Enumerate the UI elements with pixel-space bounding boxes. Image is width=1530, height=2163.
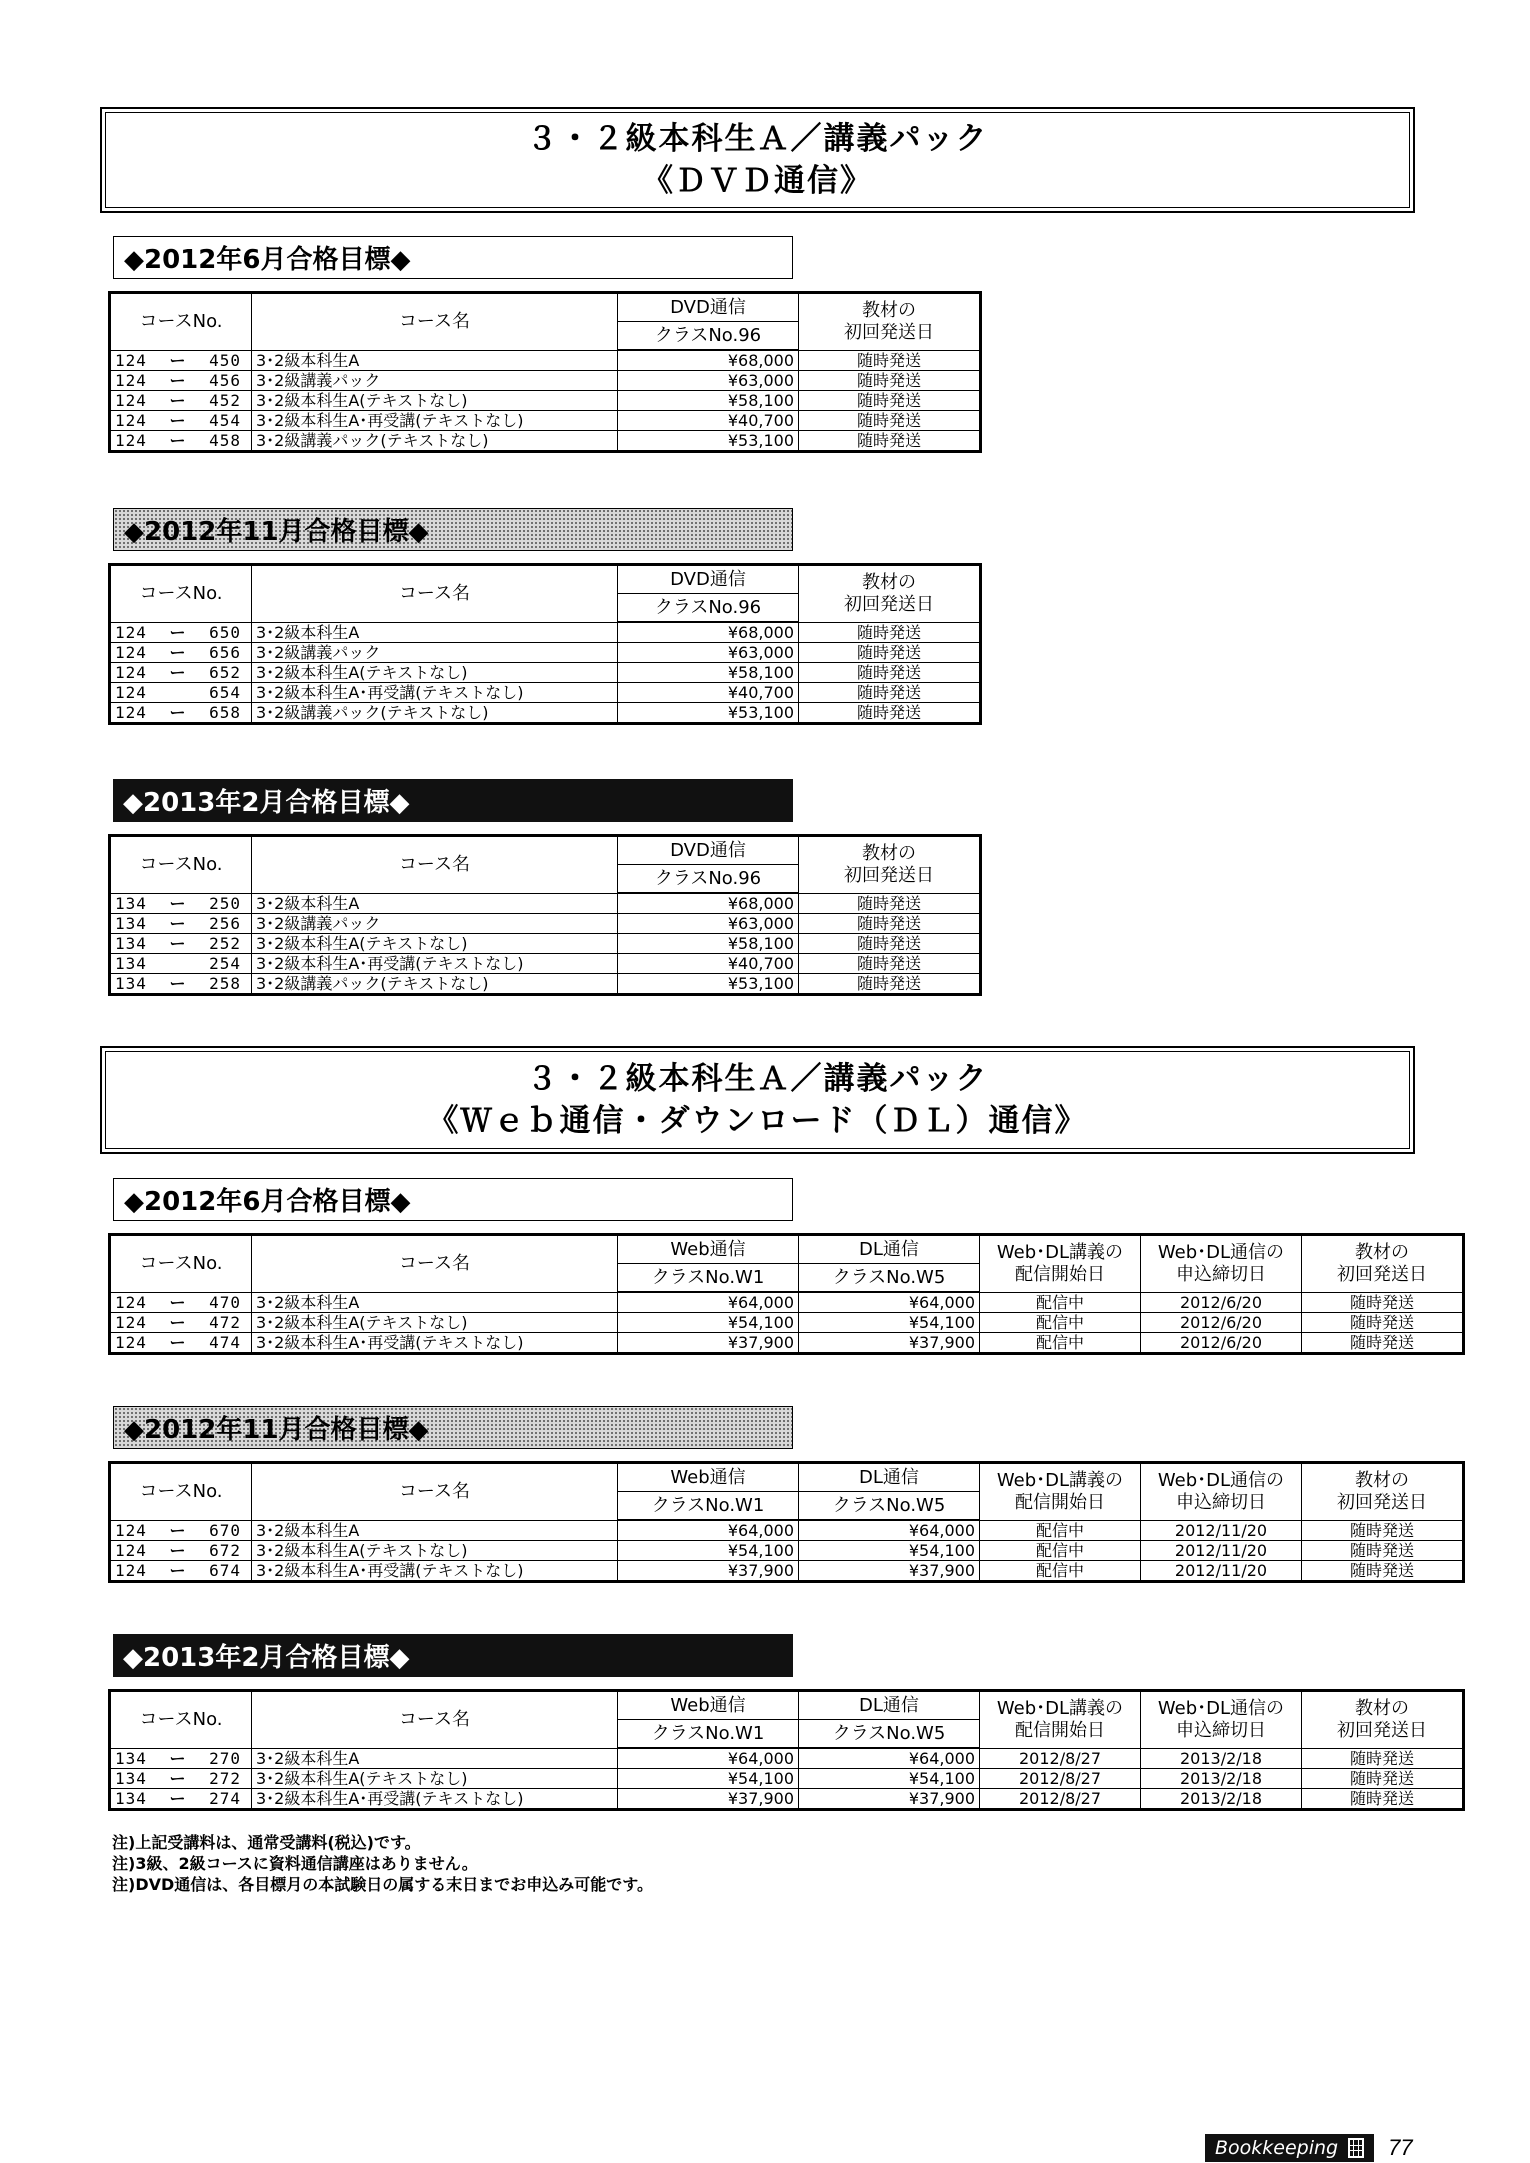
- course-no-cell: [110, 954, 252, 974]
- dvd-price-cell: ¥53,100: [618, 703, 799, 724]
- course-no-cell: [110, 663, 252, 683]
- course-no-suffix: 252: [209, 934, 241, 953]
- dl-price-cell: ¥37,900: [799, 1333, 980, 1354]
- course-no-suffix: 254: [209, 954, 241, 973]
- course-no-cell: [110, 1313, 252, 1333]
- table-row: [110, 391, 981, 411]
- deadline-cell: 2012/11/20: [1141, 1541, 1302, 1561]
- header-dl: DL通信: [799, 1235, 980, 1264]
- course-no-prefix: 124: [115, 683, 147, 702]
- course-name-cell: 3･2級本科生A: [252, 1520, 618, 1541]
- course-no-suffix: 658: [209, 703, 241, 722]
- course-name-cell: 3･2級本科生A: [252, 622, 618, 643]
- course-no-cell: [110, 934, 252, 954]
- course-no-prefix: 124: [115, 1313, 147, 1332]
- web-price-table: [108, 1233, 1465, 1355]
- dvd-title-line2: 《ＤＶＤ通信》: [642, 163, 873, 199]
- ship-date-cell: 随時発送: [799, 914, 981, 934]
- course-no-prefix: 124: [115, 1292, 147, 1312]
- course-no-prefix: 124: [115, 1520, 147, 1540]
- header-course-name: コース名: [252, 565, 618, 623]
- header-class-no: クラスNo.96: [618, 322, 799, 351]
- header-start: Web･DL講義の 配信開始日: [980, 1691, 1141, 1749]
- course-no-dash: ー: [169, 411, 187, 430]
- header-deadline: Web･DL通信の 申込締切日: [1141, 1463, 1302, 1521]
- course-no-dash: ー: [169, 1748, 187, 1768]
- course-no-dash: ー: [169, 893, 187, 913]
- web-price-cell: ¥64,000: [618, 1748, 799, 1769]
- web-price-cell: ¥64,000: [618, 1292, 799, 1313]
- brand-label: Bookkeeping: [1215, 2137, 1339, 2159]
- course-no-suffix: 454: [209, 411, 241, 430]
- dl-price-cell: ¥64,000: [799, 1520, 980, 1541]
- course-no-dash: ー: [169, 663, 187, 682]
- section-label: ◆2012年6月合格目標◆: [113, 1178, 793, 1221]
- header-ship: 教材の 初回発送日: [1302, 1463, 1464, 1521]
- course-name-cell: 3･2級本科生A: [252, 893, 618, 914]
- ship-date-cell: 随時発送: [799, 391, 981, 411]
- section-label: ◆2012年11月合格目標◆: [113, 1406, 793, 1449]
- dvd-price-cell: ¥58,100: [618, 663, 799, 683]
- course-name-cell: 3･2級本科生A: [252, 1292, 618, 1313]
- header-course-no: コースNo.: [110, 1463, 252, 1521]
- ship-date-cell: 随時発送: [1302, 1541, 1464, 1561]
- table-row: [110, 1561, 1464, 1582]
- course-no-prefix: 134: [115, 1769, 147, 1788]
- course-no-cell: [110, 914, 252, 934]
- ship-date-cell: 随時発送: [799, 974, 981, 995]
- course-no-prefix: 124: [115, 703, 147, 722]
- course-name-cell: 3･2級本科生A･再受講(テキストなし): [252, 683, 618, 703]
- table-header-row: [110, 1235, 1464, 1264]
- header-ship: 教材の 初回発送日: [799, 293, 981, 351]
- deadline-cell: 2012/11/20: [1141, 1520, 1302, 1541]
- ship-date-cell: 随時発送: [799, 893, 981, 914]
- header-course-no: コースNo.: [110, 836, 252, 894]
- dvd-price-cell: ¥68,000: [618, 622, 799, 643]
- table-row: [110, 683, 981, 703]
- ship-date-cell: 随時発送: [799, 411, 981, 431]
- table-header-row: [110, 565, 981, 594]
- course-name-cell: 3･2級講義パック: [252, 914, 618, 934]
- section-label: ◆2013年2月合格目標◆: [113, 1634, 793, 1677]
- course-no-cell: [110, 431, 252, 452]
- table-row: [110, 1789, 1464, 1810]
- header-course-name: コース名: [252, 1463, 618, 1521]
- course-no-prefix: 134: [115, 934, 147, 953]
- start-date-cell: 配信中: [980, 1313, 1141, 1333]
- course-no-cell: [110, 1520, 252, 1541]
- course-no-prefix: 124: [115, 1561, 147, 1580]
- course-name-cell: 3･2級本科生A(テキストなし): [252, 1541, 618, 1561]
- deadline-cell: 2013/2/18: [1141, 1769, 1302, 1789]
- header-ship: 教材の 初回発送日: [799, 565, 981, 623]
- header-dl-class: クラスNo.W5: [799, 1720, 980, 1749]
- start-date-cell: 配信中: [980, 1541, 1141, 1561]
- web-price-cell: ¥37,900: [618, 1561, 799, 1582]
- course-no-dash: ー: [169, 1292, 187, 1312]
- section-label: ◆2012年6月合格目標◆: [113, 236, 793, 279]
- dvd-price-cell: ¥63,000: [618, 643, 799, 663]
- header-course-name: コース名: [252, 836, 618, 894]
- course-no-prefix: 134: [115, 893, 147, 913]
- course-name-cell: 3･2級本科生A(テキストなし): [252, 1313, 618, 1333]
- dvd-price-cell: ¥68,000: [618, 893, 799, 914]
- dvd-title-line1: ３・２級本科生Ａ／講義パック: [526, 121, 989, 157]
- course-no-prefix: 134: [115, 1748, 147, 1768]
- course-no-suffix: 256: [209, 914, 241, 933]
- dl-price-cell: ¥54,100: [799, 1313, 980, 1333]
- course-no-dash: ー: [169, 431, 187, 450]
- course-name-cell: 3･2級講義パック(テキストなし): [252, 703, 618, 724]
- course-no-cell: [110, 643, 252, 663]
- header-web-class: クラスNo.W1: [618, 1492, 799, 1521]
- course-name-cell: 3･2級本科生A･再受講(テキストなし): [252, 1333, 618, 1354]
- course-name-cell: 3･2級本科生A･再受講(テキストなし): [252, 1561, 618, 1582]
- course-no-suffix: 270: [209, 1748, 241, 1768]
- course-no-dash: ー: [169, 391, 187, 410]
- header-deadline: Web･DL通信の 申込締切日: [1141, 1691, 1302, 1749]
- web-price-cell: ¥64,000: [618, 1520, 799, 1541]
- course-name-cell: 3･2級本科生A(テキストなし): [252, 934, 618, 954]
- course-no-cell: [110, 683, 252, 703]
- dl-price-cell: ¥54,100: [799, 1541, 980, 1561]
- deadline-cell: 2013/2/18: [1141, 1789, 1302, 1810]
- course-no-cell: [110, 622, 252, 643]
- dvd-title-box: [100, 107, 1415, 213]
- course-no-suffix: 472: [209, 1313, 241, 1332]
- ship-date-cell: 随時発送: [799, 934, 981, 954]
- ship-date-cell: 随時発送: [1302, 1313, 1464, 1333]
- deadline-cell: 2012/11/20: [1141, 1561, 1302, 1582]
- ship-date-cell: 随時発送: [1302, 1748, 1464, 1769]
- note-line: 注)上記受講料は、通常受講料(税込)です。: [112, 1833, 421, 1852]
- header-web: Web通信: [618, 1463, 799, 1492]
- calculator-icon: [1348, 2138, 1364, 2158]
- course-no-dash: ー: [169, 622, 187, 642]
- course-no-prefix: 134: [115, 974, 147, 993]
- course-no-prefix: 124: [115, 1333, 147, 1352]
- course-no-prefix: 124: [115, 1541, 147, 1560]
- course-no-suffix: 656: [209, 643, 241, 662]
- web-price-cell: ¥37,900: [618, 1333, 799, 1354]
- ship-date-cell: 随時発送: [799, 703, 981, 724]
- table-header-row: [110, 836, 981, 865]
- table-row: [110, 622, 981, 643]
- note-line: 注)3級、2級コースに資料通信講座はありません。: [112, 1854, 478, 1873]
- course-name-cell: 3･2級講義パック: [252, 643, 618, 663]
- course-no-dash: ー: [169, 1769, 187, 1788]
- table-header-row: [110, 1691, 1464, 1720]
- start-date-cell: 配信中: [980, 1561, 1141, 1582]
- header-web-class: クラスNo.W1: [618, 1720, 799, 1749]
- course-no-suffix: 474: [209, 1333, 241, 1352]
- table-header-row: [110, 293, 981, 322]
- web-price-table: [108, 1461, 1465, 1583]
- course-no-suffix: 650: [209, 622, 241, 642]
- table-row: [110, 954, 981, 974]
- course-no-suffix: 452: [209, 391, 241, 410]
- table-row: [110, 893, 981, 914]
- course-no-suffix: 670: [209, 1520, 241, 1540]
- table-row: [110, 934, 981, 954]
- start-date-cell: 配信中: [980, 1333, 1141, 1354]
- course-no-cell: [110, 1748, 252, 1769]
- course-name-cell: 3･2級本科生A: [252, 1748, 618, 1769]
- course-no-prefix: 124: [115, 411, 147, 430]
- header-course-name: コース名: [252, 293, 618, 351]
- course-name-cell: 3･2級本科生A: [252, 350, 618, 371]
- course-no-prefix: 124: [115, 431, 147, 450]
- course-no-prefix: 124: [115, 663, 147, 682]
- header-dvd: DVD通信: [618, 836, 799, 865]
- header-course-name: コース名: [252, 1691, 618, 1749]
- course-name-cell: 3･2級本科生A･再受講(テキストなし): [252, 954, 618, 974]
- header-course-name: コース名: [252, 1235, 618, 1293]
- dl-price-cell: ¥64,000: [799, 1748, 980, 1769]
- ship-date-cell: 随時発送: [799, 663, 981, 683]
- course-no-prefix: 134: [115, 1789, 147, 1808]
- course-no-suffix: 272: [209, 1769, 241, 1788]
- course-no-prefix: 124: [115, 622, 147, 642]
- dl-price-cell: ¥64,000: [799, 1292, 980, 1313]
- course-no-prefix: 124: [115, 350, 147, 370]
- start-date-cell: 2012/8/27: [980, 1748, 1141, 1769]
- table-row: [110, 411, 981, 431]
- dl-price-cell: ¥54,100: [799, 1769, 980, 1789]
- header-dl: DL通信: [799, 1463, 980, 1492]
- dvd-price-cell: ¥40,700: [618, 411, 799, 431]
- start-date-cell: 配信中: [980, 1292, 1141, 1313]
- start-date-cell: 2012/8/27: [980, 1769, 1141, 1789]
- course-no-suffix: 470: [209, 1292, 241, 1312]
- page-footer: [1205, 2133, 1413, 2163]
- header-course-no: コースNo.: [110, 1691, 252, 1749]
- course-no-suffix: 258: [209, 974, 241, 993]
- ship-date-cell: 随時発送: [1302, 1769, 1464, 1789]
- page-number: 77: [1388, 2135, 1413, 2160]
- course-no-dash: ー: [169, 643, 187, 662]
- course-no-prefix: 134: [115, 954, 147, 973]
- course-name-cell: 3･2級本科生A(テキストなし): [252, 1769, 618, 1789]
- header-ship: 教材の 初回発送日: [1302, 1235, 1464, 1293]
- deadline-cell: 2012/6/20: [1141, 1333, 1302, 1354]
- course-name-cell: 3･2級本科生A･再受講(テキストなし): [252, 1789, 618, 1810]
- course-no-suffix: 250: [209, 893, 241, 913]
- dvd-price-cell: ¥63,000: [618, 914, 799, 934]
- ship-date-cell: 随時発送: [799, 683, 981, 703]
- start-date-cell: 配信中: [980, 1520, 1141, 1541]
- deadline-cell: 2013/2/18: [1141, 1748, 1302, 1769]
- web-title-line1: ３・２級本科生Ａ／講義パック: [526, 1061, 989, 1097]
- table-row: [110, 663, 981, 683]
- table-row: [110, 431, 981, 452]
- dvd-price-cell: ¥53,100: [618, 431, 799, 452]
- web-price-cell: ¥54,100: [618, 1541, 799, 1561]
- course-no-suffix: 672: [209, 1541, 241, 1560]
- web-price-cell: ¥54,100: [618, 1313, 799, 1333]
- course-no-dash: ー: [169, 1313, 187, 1332]
- web-title-box: [100, 1046, 1415, 1154]
- dvd-price-table: [108, 291, 982, 453]
- course-no-cell: [110, 350, 252, 371]
- header-class-no: クラスNo.96: [618, 594, 799, 623]
- ship-date-cell: 随時発送: [799, 622, 981, 643]
- course-name-cell: 3･2級本科生A･再受講(テキストなし): [252, 411, 618, 431]
- course-no-dash: ー: [169, 1789, 187, 1808]
- course-no-cell: [110, 1789, 252, 1810]
- dvd-price-table: [108, 563, 982, 725]
- course-name-cell: 3･2級講義パック(テキストなし): [252, 974, 618, 995]
- header-ship: 教材の 初回発送日: [799, 836, 981, 894]
- course-no-dash: ー: [169, 350, 187, 370]
- course-no-suffix: 654: [209, 683, 241, 702]
- course-no-cell: [110, 974, 252, 995]
- table-row: [110, 643, 981, 663]
- ship-date-cell: 随時発送: [1302, 1561, 1464, 1582]
- deadline-cell: 2012/6/20: [1141, 1313, 1302, 1333]
- course-no-prefix: 134: [115, 914, 147, 933]
- header-web: Web通信: [618, 1691, 799, 1720]
- course-no-suffix: 674: [209, 1561, 241, 1580]
- course-no-suffix: 450: [209, 350, 241, 370]
- section-label: ◆2013年2月合格目標◆: [113, 779, 793, 822]
- course-no-cell: [110, 1769, 252, 1789]
- course-name-cell: 3･2級講義パック: [252, 371, 618, 391]
- table-row: [110, 914, 981, 934]
- course-no-suffix: 458: [209, 431, 241, 450]
- header-course-no: コースNo.: [110, 1235, 252, 1293]
- ship-date-cell: 随時発送: [1302, 1333, 1464, 1354]
- course-no-cell: [110, 1292, 252, 1313]
- header-class-no: クラスNo.96: [618, 865, 799, 894]
- header-web: Web通信: [618, 1235, 799, 1264]
- notes: [112, 1832, 653, 1895]
- table-row: [110, 1520, 1464, 1541]
- ship-date-cell: 随時発送: [799, 350, 981, 371]
- dvd-price-cell: ¥63,000: [618, 371, 799, 391]
- course-no-suffix: 456: [209, 371, 241, 390]
- course-name-cell: 3･2級本科生A(テキストなし): [252, 663, 618, 683]
- web-price-table: [108, 1689, 1465, 1811]
- dvd-price-cell: ¥58,100: [618, 391, 799, 411]
- table-row: [110, 371, 981, 391]
- course-no-cell: [110, 893, 252, 914]
- ship-date-cell: 随時発送: [799, 431, 981, 452]
- course-no-cell: [110, 1561, 252, 1582]
- ship-date-cell: 随時発送: [1302, 1292, 1464, 1313]
- course-no-dash: ー: [169, 1333, 187, 1352]
- header-dl: DL通信: [799, 1691, 980, 1720]
- dvd-price-cell: ¥40,700: [618, 954, 799, 974]
- table-row: [110, 350, 981, 371]
- course-no-suffix: 274: [209, 1789, 241, 1808]
- table-row: [110, 1748, 1464, 1769]
- note-line: 注)DVD通信は、各目標月の本試験日の属する末日までお申込み可能です。: [112, 1875, 653, 1894]
- header-course-no: コースNo.: [110, 565, 252, 623]
- course-no-suffix: 652: [209, 663, 241, 682]
- course-no-dash: ー: [169, 1561, 187, 1580]
- header-course-no: コースNo.: [110, 293, 252, 351]
- header-web-class: クラスNo.W1: [618, 1264, 799, 1293]
- start-date-cell: 2012/8/27: [980, 1789, 1141, 1810]
- header-deadline: Web･DL通信の 申込締切日: [1141, 1235, 1302, 1293]
- table-row: [110, 1769, 1464, 1789]
- course-no-dash: ー: [169, 1520, 187, 1540]
- ship-date-cell: 随時発送: [799, 371, 981, 391]
- header-dl-class: クラスNo.W5: [799, 1264, 980, 1293]
- course-no-cell: [110, 371, 252, 391]
- table-row: [110, 1313, 1464, 1333]
- dvd-price-cell: ¥53,100: [618, 974, 799, 995]
- web-title-line2: 《Ｗｅｂ通信・ダウンロード（ＤＬ）通信》: [427, 1103, 1088, 1139]
- course-no-cell: [110, 391, 252, 411]
- course-no-prefix: 124: [115, 643, 147, 662]
- course-no-dash: ー: [169, 703, 187, 722]
- course-no-dash: ー: [169, 371, 187, 390]
- course-no-dash: ー: [169, 974, 187, 993]
- dvd-price-cell: ¥68,000: [618, 350, 799, 371]
- header-dvd: DVD通信: [618, 565, 799, 594]
- ship-date-cell: 随時発送: [799, 954, 981, 974]
- ship-date-cell: 随時発送: [799, 643, 981, 663]
- course-no-prefix: 124: [115, 391, 147, 410]
- header-dl-class: クラスNo.W5: [799, 1492, 980, 1521]
- ship-date-cell: 随時発送: [1302, 1789, 1464, 1810]
- table-row: [110, 1333, 1464, 1354]
- course-no-cell: [110, 1333, 252, 1354]
- header-start: Web･DL講義の 配信開始日: [980, 1235, 1141, 1293]
- table-row: [110, 1292, 1464, 1313]
- web-price-cell: ¥54,100: [618, 1769, 799, 1789]
- course-no-dash: ー: [169, 1541, 187, 1560]
- course-no-cell: [110, 703, 252, 724]
- dl-price-cell: ¥37,900: [799, 1561, 980, 1582]
- dvd-price-cell: ¥58,100: [618, 934, 799, 954]
- section-label: ◆2012年11月合格目標◆: [113, 508, 793, 551]
- brand-tag: [1205, 2134, 1374, 2162]
- course-name-cell: 3･2級本科生A(テキストなし): [252, 391, 618, 411]
- course-no-dash: ー: [169, 934, 187, 953]
- dvd-price-cell: ¥40,700: [618, 683, 799, 703]
- deadline-cell: 2012/6/20: [1141, 1292, 1302, 1313]
- course-no-dash: ー: [169, 914, 187, 933]
- header-dvd: DVD通信: [618, 293, 799, 322]
- ship-date-cell: 随時発送: [1302, 1520, 1464, 1541]
- course-no-cell: [110, 411, 252, 431]
- web-price-cell: ¥37,900: [618, 1789, 799, 1810]
- table-header-row: [110, 1463, 1464, 1492]
- header-ship: 教材の 初回発送日: [1302, 1691, 1464, 1749]
- table-row: [110, 1541, 1464, 1561]
- table-row: [110, 974, 981, 995]
- dl-price-cell: ¥37,900: [799, 1789, 980, 1810]
- course-no-cell: [110, 1541, 252, 1561]
- course-no-prefix: 124: [115, 371, 147, 390]
- course-name-cell: 3･2級講義パック(テキストなし): [252, 431, 618, 452]
- header-start: Web･DL講義の 配信開始日: [980, 1463, 1141, 1521]
- table-row: [110, 703, 981, 724]
- dvd-price-table: [108, 834, 982, 996]
